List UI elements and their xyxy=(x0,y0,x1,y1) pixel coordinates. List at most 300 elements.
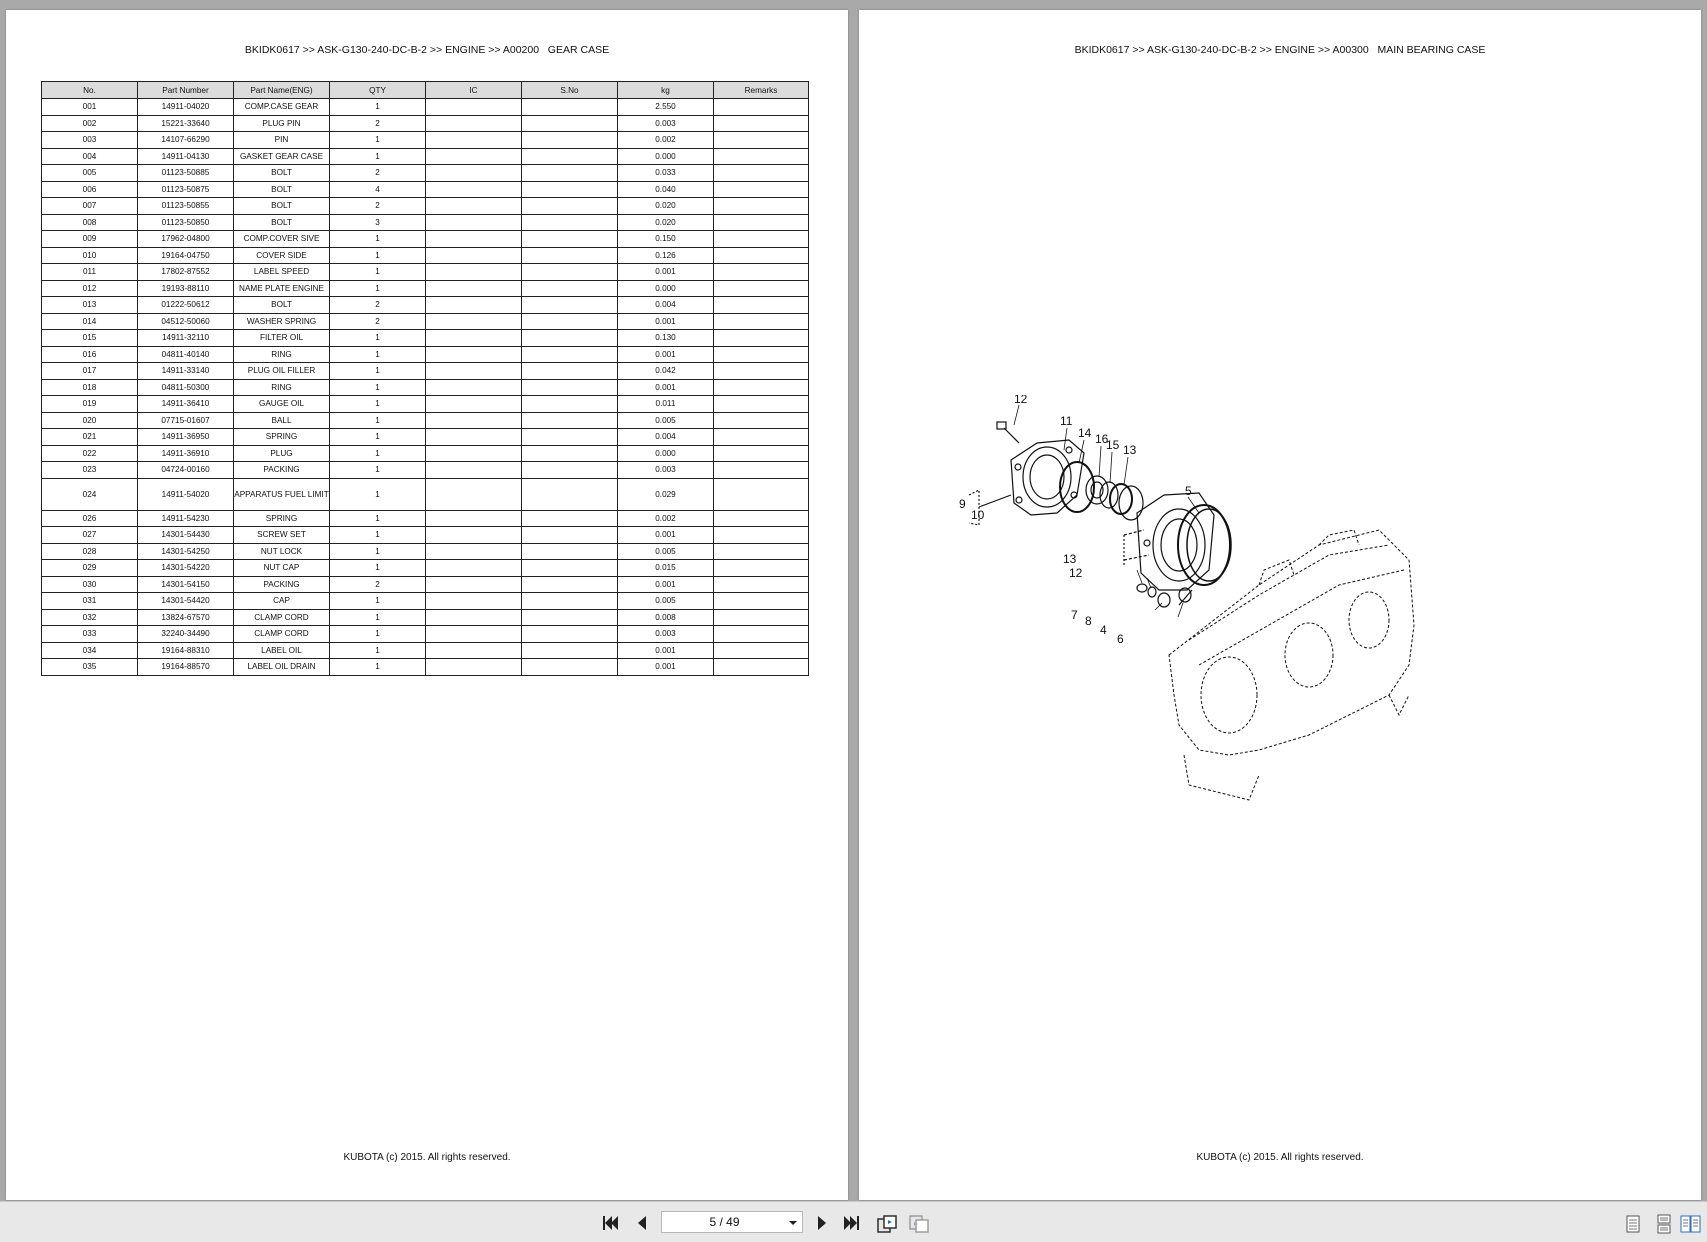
table-cell: 0.020 xyxy=(618,198,714,215)
table-cell xyxy=(714,313,809,330)
table-cell: APPARATUS FUEL LIMIT xyxy=(234,478,330,510)
table-cell: 0.002 xyxy=(618,510,714,527)
table-cell: PACKING xyxy=(234,462,330,479)
table-cell: BALL xyxy=(234,412,330,429)
table-row xyxy=(42,148,809,165)
column-header: QTY xyxy=(330,82,426,99)
table-cell: 035 xyxy=(42,659,138,676)
table-cell: 1 xyxy=(330,478,426,510)
table-cell: 0.011 xyxy=(618,396,714,413)
table-cell: 04512-50060 xyxy=(138,313,234,330)
table-cell xyxy=(426,313,522,330)
table-cell xyxy=(522,363,618,380)
table-row xyxy=(42,642,809,659)
table-cell: 017 xyxy=(42,363,138,380)
table-row xyxy=(42,99,809,116)
table-cell xyxy=(522,510,618,527)
table-row xyxy=(42,181,809,198)
table-cell: CLAMP CORD xyxy=(234,626,330,643)
table-cell xyxy=(714,510,809,527)
table-cell xyxy=(426,198,522,215)
table-cell: 14301-54220 xyxy=(138,560,234,577)
table-cell: 015 xyxy=(42,330,138,347)
table-cell: 007 xyxy=(42,198,138,215)
table-cell xyxy=(426,363,522,380)
table-row xyxy=(42,280,809,297)
table-cell xyxy=(714,247,809,264)
table-cell xyxy=(426,297,522,314)
callout-10: 10 xyxy=(971,508,985,522)
table-cell: 1 xyxy=(330,527,426,544)
table-cell: 3 xyxy=(330,214,426,231)
table-cell xyxy=(714,445,809,462)
table-cell: COMP.CASE GEAR xyxy=(234,99,330,116)
table-cell: 1 xyxy=(330,231,426,248)
table-cell: GAUGE OIL xyxy=(234,396,330,413)
table-cell: 14911-36950 xyxy=(138,429,234,446)
table-cell: 14911-33140 xyxy=(138,363,234,380)
table-cell: 0.033 xyxy=(618,165,714,182)
table-row xyxy=(42,429,809,446)
table-cell xyxy=(522,198,618,215)
column-header: Remarks xyxy=(714,82,809,99)
column-header: kg xyxy=(618,82,714,99)
prev-page-icon[interactable] xyxy=(632,1214,652,1232)
page-indicator: 5 / 49 xyxy=(709,1215,740,1229)
continuous-view-icon[interactable] xyxy=(1655,1214,1675,1232)
import-icon[interactable] xyxy=(908,1214,928,1232)
table-cell xyxy=(522,297,618,314)
table-cell xyxy=(522,115,618,132)
callout-11: 11 xyxy=(1060,414,1073,428)
table-cell xyxy=(522,659,618,676)
table-cell: 1 xyxy=(330,659,426,676)
parts-table xyxy=(41,81,809,676)
table-cell xyxy=(522,247,618,264)
table-cell: BOLT xyxy=(234,214,330,231)
table-row xyxy=(42,510,809,527)
table-cell xyxy=(522,264,618,281)
table-cell xyxy=(522,181,618,198)
table-cell: 1 xyxy=(330,642,426,659)
table-cell: 1 xyxy=(330,346,426,363)
page-footer: KUBOTA (c) 2015. All rights reserved. xyxy=(1196,1152,1364,1163)
callout-9: 9 xyxy=(959,497,966,511)
table-cell xyxy=(714,214,809,231)
table-cell xyxy=(522,313,618,330)
table-cell xyxy=(714,527,809,544)
table-cell: 01123-50850 xyxy=(138,214,234,231)
table-cell xyxy=(522,214,618,231)
table-cell: 002 xyxy=(42,115,138,132)
table-row xyxy=(42,330,809,347)
table-cell: 14911-32110 xyxy=(138,330,234,347)
table-cell xyxy=(522,346,618,363)
callout-16: 16 xyxy=(1095,432,1109,446)
main-bearing-case-diagram xyxy=(959,395,1419,815)
table-cell xyxy=(522,231,618,248)
table-cell: 0.001 xyxy=(618,659,714,676)
table-cell: 1 xyxy=(330,396,426,413)
table-cell: 15221-33640 xyxy=(138,115,234,132)
table-cell xyxy=(426,593,522,610)
table-cell: 0.029 xyxy=(618,478,714,510)
table-cell xyxy=(522,148,618,165)
table-cell: 1 xyxy=(330,462,426,479)
table-cell: SCREW SET xyxy=(234,527,330,544)
table-cell: 17802-87552 xyxy=(138,264,234,281)
table-cell: 14911-04130 xyxy=(138,148,234,165)
table-cell: 0.001 xyxy=(618,576,714,593)
table-cell xyxy=(426,379,522,396)
table-cell: 2 xyxy=(330,576,426,593)
column-header: No. xyxy=(42,82,138,99)
table-cell xyxy=(522,576,618,593)
table-cell: 013 xyxy=(42,297,138,314)
table-cell xyxy=(426,148,522,165)
table-cell: 14911-36410 xyxy=(138,396,234,413)
table-cell: 0.002 xyxy=(618,132,714,149)
table-cell xyxy=(426,412,522,429)
table-cell: 011 xyxy=(42,264,138,281)
callout-14: 14 xyxy=(1078,426,1092,440)
table-cell xyxy=(714,280,809,297)
table-cell: 0.001 xyxy=(618,642,714,659)
table-cell: 010 xyxy=(42,247,138,264)
table-cell: GASKET GEAR CASE xyxy=(234,148,330,165)
table-cell xyxy=(522,445,618,462)
table-cell: 0.130 xyxy=(618,330,714,347)
table-cell: 1 xyxy=(330,132,426,149)
table-cell: 1 xyxy=(330,99,426,116)
table-row xyxy=(42,478,809,510)
table-cell xyxy=(426,429,522,446)
callout-7: 7 xyxy=(1071,608,1078,622)
table-cell: LABEL SPEED xyxy=(234,264,330,281)
table-cell: 027 xyxy=(42,527,138,544)
page-number-input[interactable] xyxy=(661,1211,803,1233)
table-cell: FILTER OIL xyxy=(234,330,330,347)
table-cell: PACKING xyxy=(234,576,330,593)
table-row xyxy=(42,560,809,577)
table-cell xyxy=(714,576,809,593)
table-cell: 0.003 xyxy=(618,462,714,479)
table-row xyxy=(42,593,809,610)
page-footer: KUBOTA (c) 2015. All rights reserved. xyxy=(343,1152,511,1163)
table-cell xyxy=(714,115,809,132)
table-cell: 1 xyxy=(330,429,426,446)
table-cell: 01123-50875 xyxy=(138,181,234,198)
left-page xyxy=(6,10,848,1200)
table-cell: 0.003 xyxy=(618,115,714,132)
table-row xyxy=(42,165,809,182)
table-cell: NUT CAP xyxy=(234,560,330,577)
table-cell: BOLT xyxy=(234,181,330,198)
table-row xyxy=(42,132,809,149)
table-cell: 024 xyxy=(42,478,138,510)
table-cell xyxy=(714,642,809,659)
table-cell: 016 xyxy=(42,346,138,363)
table-cell: 1 xyxy=(330,280,426,297)
table-cell: 030 xyxy=(42,576,138,593)
table-cell: BOLT xyxy=(234,198,330,215)
table-cell: 014 xyxy=(42,313,138,330)
table-cell: 0.150 xyxy=(618,231,714,248)
table-cell: 1 xyxy=(330,330,426,347)
table-cell xyxy=(426,330,522,347)
table-cell xyxy=(426,543,522,560)
table-cell xyxy=(714,264,809,281)
table-cell xyxy=(522,609,618,626)
table-cell: 0.003 xyxy=(618,626,714,643)
table-cell: 19164-04750 xyxy=(138,247,234,264)
table-cell xyxy=(426,99,522,116)
table-cell: 1 xyxy=(330,148,426,165)
table-row xyxy=(42,346,809,363)
table-cell xyxy=(522,462,618,479)
table-cell xyxy=(714,429,809,446)
table-cell: RING xyxy=(234,379,330,396)
table-cell: 1 xyxy=(330,379,426,396)
table-cell xyxy=(714,148,809,165)
table-cell xyxy=(522,412,618,429)
table-cell xyxy=(522,165,618,182)
table-cell: 0.001 xyxy=(618,313,714,330)
table-cell xyxy=(426,462,522,479)
table-cell xyxy=(426,115,522,132)
table-cell xyxy=(522,478,618,510)
table-cell: 0.001 xyxy=(618,527,714,544)
table-cell: 14301-54420 xyxy=(138,593,234,610)
table-cell: 1 xyxy=(330,412,426,429)
table-cell xyxy=(426,346,522,363)
table-cell xyxy=(714,462,809,479)
table-cell: 14911-04020 xyxy=(138,99,234,116)
table-cell xyxy=(522,626,618,643)
table-cell xyxy=(522,330,618,347)
table-cell: 0.000 xyxy=(618,148,714,165)
first-page-icon[interactable] xyxy=(600,1214,620,1232)
table-cell: 1 xyxy=(330,560,426,577)
table-row xyxy=(42,313,809,330)
table-cell: 0.020 xyxy=(618,214,714,231)
table-row xyxy=(42,527,809,544)
table-row xyxy=(42,247,809,264)
table-row xyxy=(42,543,809,560)
table-row xyxy=(42,576,809,593)
table-cell: 003 xyxy=(42,132,138,149)
table-cell: 2 xyxy=(330,297,426,314)
table-cell xyxy=(522,543,618,560)
table-cell: 028 xyxy=(42,543,138,560)
table-row xyxy=(42,264,809,281)
table-cell: NUT LOCK xyxy=(234,543,330,560)
table-cell: 0.001 xyxy=(618,379,714,396)
single-page-view-icon[interactable] xyxy=(1624,1214,1644,1232)
table-cell xyxy=(426,214,522,231)
table-cell xyxy=(426,659,522,676)
table-cell: 023 xyxy=(42,462,138,479)
table-cell: 14911-36910 xyxy=(138,445,234,462)
table-cell: COVER SIDE xyxy=(234,247,330,264)
table-cell xyxy=(426,642,522,659)
viewer-toolbar xyxy=(0,1201,1707,1242)
callout-6: 6 xyxy=(1117,632,1124,646)
table-cell: 17962-04800 xyxy=(138,231,234,248)
table-cell xyxy=(426,478,522,510)
table-row xyxy=(42,363,809,380)
callout-13: 13 xyxy=(1123,443,1137,457)
table-cell: 0.001 xyxy=(618,346,714,363)
table-cell xyxy=(714,626,809,643)
table-cell: 020 xyxy=(42,412,138,429)
table-cell: 14911-54230 xyxy=(138,510,234,527)
callout-12b: 12 xyxy=(1069,566,1083,580)
table-cell: 0.000 xyxy=(618,445,714,462)
table-cell: 032 xyxy=(42,609,138,626)
page-header: BKIDK0617 >> ASK-G130-240-DC-B-2 >> ENGINE >> A00200 GEAR CASE xyxy=(244,44,610,56)
table-cell: SPRING xyxy=(234,429,330,446)
last-page-icon[interactable] xyxy=(842,1214,862,1232)
table-cell: 005 xyxy=(42,165,138,182)
table-cell xyxy=(714,659,809,676)
table-row xyxy=(42,297,809,314)
export-icon[interactable] xyxy=(876,1214,896,1232)
table-cell: 0.042 xyxy=(618,363,714,380)
table-cell xyxy=(522,396,618,413)
table-cell: 022 xyxy=(42,445,138,462)
table-cell: 14301-54150 xyxy=(138,576,234,593)
table-cell: 0.001 xyxy=(618,264,714,281)
table-cell xyxy=(714,181,809,198)
table-cell: 009 xyxy=(42,231,138,248)
table-cell xyxy=(426,445,522,462)
next-page-icon[interactable] xyxy=(812,1214,832,1232)
callout-12: 12 xyxy=(1014,395,1028,406)
table-cell: LABEL OIL xyxy=(234,642,330,659)
table-cell: 001 xyxy=(42,99,138,116)
table-cell: 008 xyxy=(42,214,138,231)
table-cell: 19164-88310 xyxy=(138,642,234,659)
table-cell xyxy=(426,132,522,149)
table-cell xyxy=(522,642,618,659)
table-cell: 0.015 xyxy=(618,560,714,577)
table-cell xyxy=(522,280,618,297)
table-cell: CLAMP CORD xyxy=(234,609,330,626)
table-cell: 0.005 xyxy=(618,412,714,429)
table-cell: 019 xyxy=(42,396,138,413)
table-cell: 026 xyxy=(42,510,138,527)
table-cell xyxy=(714,165,809,182)
table-cell xyxy=(426,181,522,198)
table-cell xyxy=(426,576,522,593)
table-cell: 0.000 xyxy=(618,280,714,297)
table-cell: 1 xyxy=(330,543,426,560)
chevron-down-icon[interactable] xyxy=(788,1216,798,1228)
callout-5: 5 xyxy=(1185,484,1192,498)
table-cell xyxy=(714,379,809,396)
table-cell: 2 xyxy=(330,313,426,330)
table-cell xyxy=(522,99,618,116)
table-cell: 0.040 xyxy=(618,181,714,198)
column-header: Part Name(ENG) xyxy=(234,82,330,99)
table-header-row xyxy=(42,82,809,99)
table-cell: 0.005 xyxy=(618,543,714,560)
table-cell: 1 xyxy=(330,363,426,380)
table-cell xyxy=(714,198,809,215)
table-cell: 19164-88570 xyxy=(138,659,234,676)
table-cell xyxy=(714,478,809,510)
table-cell: 004 xyxy=(42,148,138,165)
table-cell: 01222-50612 xyxy=(138,297,234,314)
table-cell xyxy=(426,609,522,626)
table-cell: 031 xyxy=(42,593,138,610)
table-row xyxy=(42,445,809,462)
table-cell xyxy=(426,247,522,264)
table-cell xyxy=(714,346,809,363)
table-cell xyxy=(714,560,809,577)
table-cell: 1 xyxy=(330,510,426,527)
table-cell: RING xyxy=(234,346,330,363)
table-cell xyxy=(522,429,618,446)
table-cell: 1 xyxy=(330,247,426,264)
table-cell: 034 xyxy=(42,642,138,659)
table-cell xyxy=(714,396,809,413)
table-cell xyxy=(714,99,809,116)
table-cell xyxy=(426,510,522,527)
table-cell xyxy=(522,593,618,610)
table-cell: WASHER SPRING xyxy=(234,313,330,330)
table-cell: 01123-50855 xyxy=(138,198,234,215)
table-cell: 029 xyxy=(42,560,138,577)
table-cell: 0.004 xyxy=(618,297,714,314)
callout-4: 4 xyxy=(1100,623,1107,637)
two-page-view-icon[interactable] xyxy=(1680,1214,1700,1232)
table-row xyxy=(42,659,809,676)
table-cell: 14301-54250 xyxy=(138,543,234,560)
table-row xyxy=(42,626,809,643)
table-cell: 19193-88110 xyxy=(138,280,234,297)
table-cell xyxy=(426,264,522,281)
table-cell xyxy=(714,593,809,610)
table-cell xyxy=(426,626,522,643)
table-cell: PLUG xyxy=(234,445,330,462)
table-cell xyxy=(522,560,618,577)
table-row xyxy=(42,462,809,479)
table-cell: 0.008 xyxy=(618,609,714,626)
table-cell: 1 xyxy=(330,593,426,610)
table-cell: 012 xyxy=(42,280,138,297)
table-cell: BOLT xyxy=(234,165,330,182)
table-cell: 006 xyxy=(42,181,138,198)
table-cell xyxy=(714,231,809,248)
table-cell: 2.550 xyxy=(618,99,714,116)
callout-15: 15 xyxy=(1106,438,1120,452)
table-cell: 04811-40140 xyxy=(138,346,234,363)
table-cell xyxy=(426,231,522,248)
table-cell xyxy=(714,363,809,380)
table-cell xyxy=(714,132,809,149)
table-cell: BOLT xyxy=(234,297,330,314)
table-cell xyxy=(426,527,522,544)
table-cell xyxy=(522,132,618,149)
table-row xyxy=(42,198,809,215)
column-header: S.No xyxy=(522,82,618,99)
table-cell: PLUG PIN xyxy=(234,115,330,132)
callout-13b: 13 xyxy=(1063,552,1077,566)
table-cell: 04724-00160 xyxy=(138,462,234,479)
table-cell: 14911-54020 xyxy=(138,478,234,510)
